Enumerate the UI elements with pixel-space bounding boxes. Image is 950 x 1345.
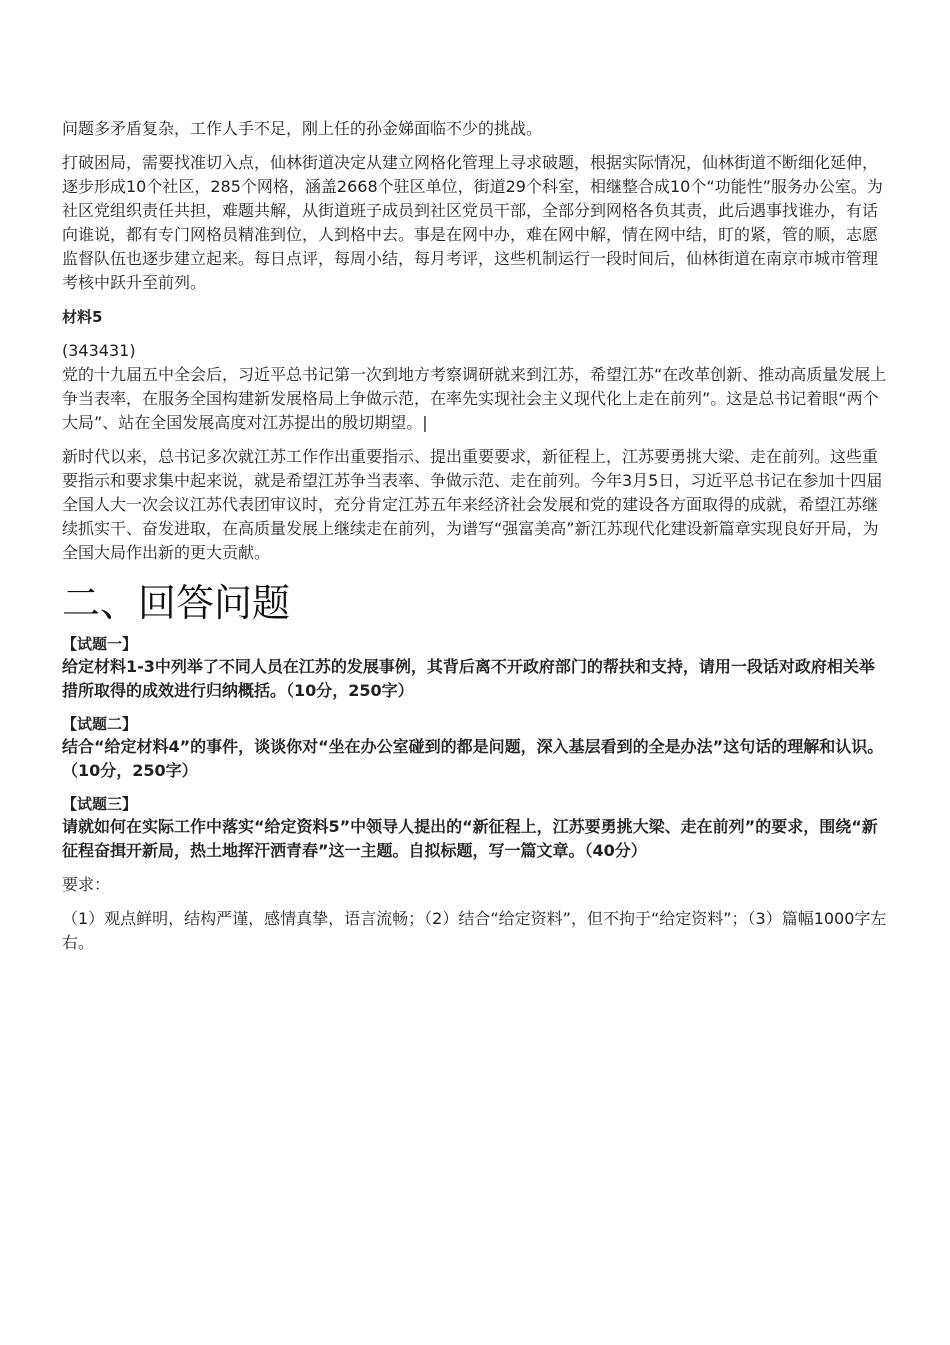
material5-label: 材料5	[62, 308, 103, 326]
document-page	[62, 117, 888, 955]
question-1	[62, 633, 888, 703]
question-2-label: 【试题二】	[62, 715, 138, 733]
question-2	[62, 713, 888, 783]
material5-paragraph-2: 新时代以来，总书记多次就江苏工作作出重要指示、提出重要要求，新征程上，江苏要勇挑大梁、走在前列。这些重要指示和要求集中起来说，就是希望江苏争当表率、争做示范、走在前列。今年3月5日，习近平总书记在参加十四届全国人大一次会议江苏代表团审议时，充分肯定江苏五年来经济社会发展和党的建设各方面取得的成就，希望江苏继续抓实干、奋发进取，在高质量发展上继续走在前列，为谱写“强富美高”新江苏现代化建设新篇章实现良好开局，为全国大局作出新的更大贡献。	[62, 447, 883, 562]
question-1-label: 【试题一】	[62, 635, 138, 653]
material5-paragraph-1: 党的十九届五中全会后，习近平总书记第一次到地方考察调研就来到江苏，希望江苏“在改革创新、推动高质量发展上争当表率，在服务全国构建新发展格局上争做示范，在率先实现社会主义现代化上走在前列”。这是总书记着眼“两个大局”、站在全国发展高度对江苏提出的殷切期望。|	[62, 365, 887, 432]
question-3-text: 请就如何在实际工作中落实“给定资料5”中领导人提出的“新征程上，江苏要勇挑大梁、走在前列”的要求，围绕“新征程奋揖开新局，热土地挥汗洒青春”这一主题。自拟标题，写一篇文章。（40分）	[62, 817, 878, 860]
requirements-label: 要求：	[62, 875, 111, 894]
question-1-text: 给定材料1-3中列举了不同人员在江苏的发展事例，其背后离不开政府部门的帮扶和支持，请用一段话对政府相关举措所取得的成效进行归纳概括。（10分，250字）	[62, 657, 875, 700]
section-title: 二、回答问题	[62, 581, 291, 625]
question-3-label: 【试题三】	[62, 795, 138, 813]
requirements-text: （1）观点鲜明，结构严谨，感情真挚，语言流畅；（2）结合“给定资料”，但不拘于“给定资料”；（3）篇幅1000字左右。	[62, 909, 887, 952]
material5-code: (343431)	[62, 341, 136, 360]
question-2-text: 结合“给定材料4”的事件，谈谈你对“坐在办公室碰到的都是问题，深入基层看到的全是办法”这句话的理解和认识。（10分，250字）	[62, 737, 884, 780]
material4-paragraph-end: 问题多矛盾复杂，工作人手不足，刚上任的孙金娣面临不少的挑战。	[62, 119, 543, 138]
material4-paragraph-2: 打破困局，需要找准切入点，仙林街道决定从建立网格化管理上寻求破题，根据实际情况，仙林街道不断细化延伸，逐步形成10个社区，285个网格，涵盖2668个驻区单位，街道29个科室，相继整合成10个“功能性”服务办公室。为社区党组织责任共担，难题共解，从街道班子成员到社区党员干部，全部分到网格各负其责，此后遇事找谁办，有话向谁说，都有专门网格员精准到位，人到格中去。事是在网中办，难在网中解，情在网中结，盯的紧，管的顺，志愿监督队伍也逐步建立起来。每日点评，每周小结，每月考评，这些机制运行一段时间后，仙林街道在南京市城市管理考核中跃升至前列。	[62, 153, 883, 292]
question-3	[62, 793, 888, 863]
